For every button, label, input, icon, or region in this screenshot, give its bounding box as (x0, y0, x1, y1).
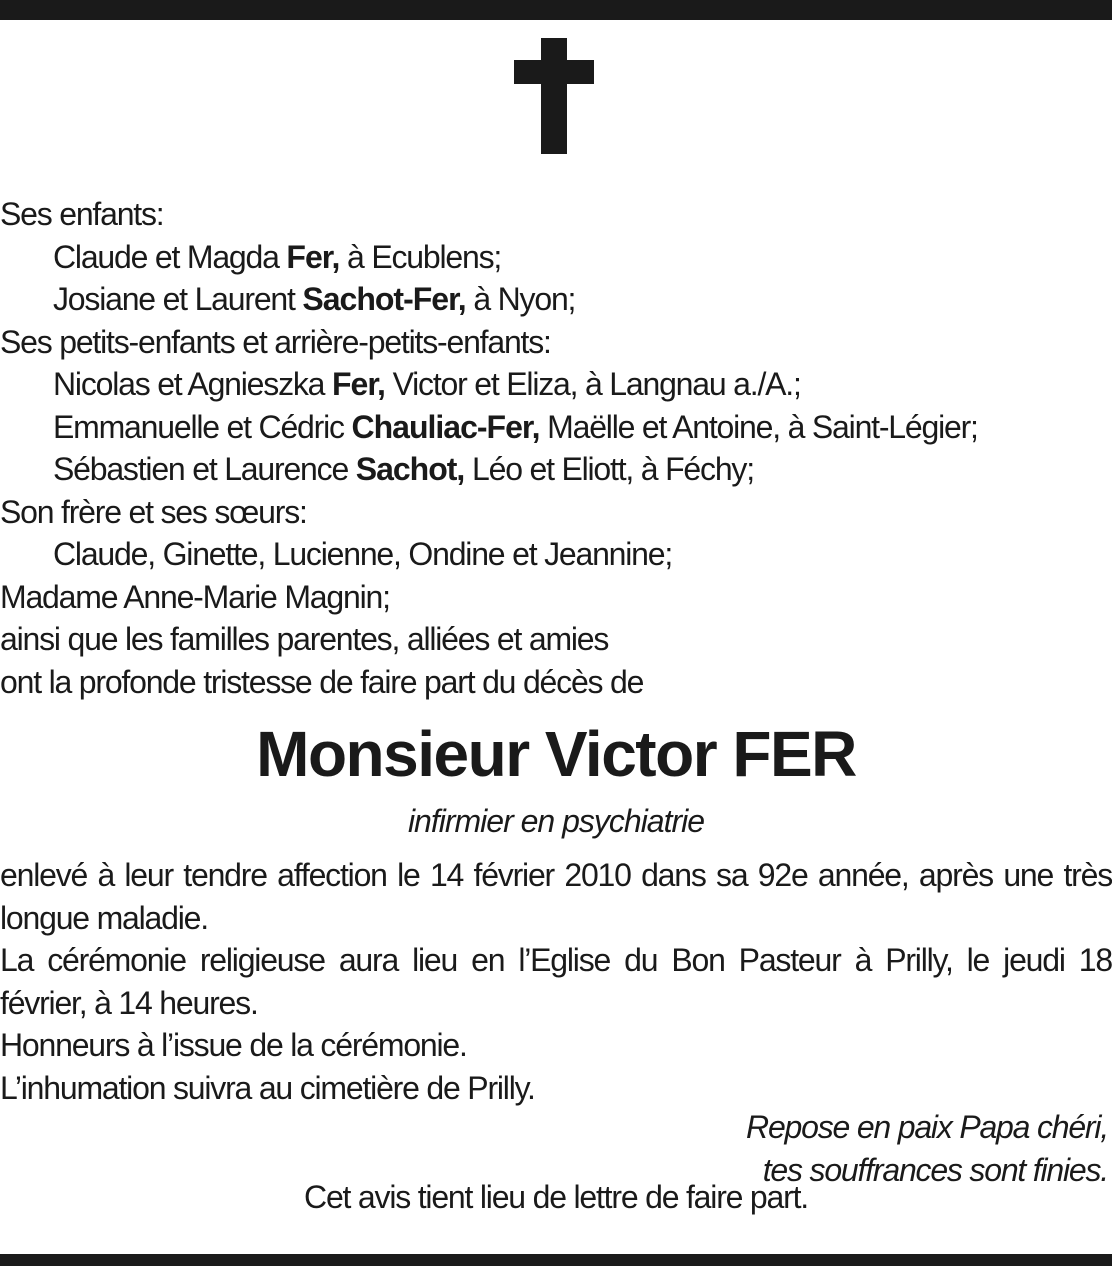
details-paragraph: La cérémonie religieuse aura lieu en l’Eglise du Bon Pasteur à Prilly, le jeudi 18 février, à 14 heures. (0, 942, 1112, 1021)
family-line: Son frère et ses sœurs: (0, 493, 307, 530)
profession: infirmier en psychiatrie (407, 803, 705, 839)
family-line: Sébastien et Laurence Sachot, Léo et Eliott, à Féchy; (53, 451, 754, 487)
details-paragraph: Honneurs à l’issue de la cérémonie. (0, 1027, 467, 1063)
top-rule (0, 0, 1112, 20)
details-paragraph: L’inhumation suivra au cimetière de Prilly. (0, 1069, 535, 1106)
closing-note: Cet avis tient lieu de lettre de faire part. (304, 1179, 808, 1215)
details-paragraph: enlevé à leur tendre affection le 14 février 2010 dans sa 92e année, après une très longue maladie. (0, 857, 1112, 936)
family-list (0, 193, 1112, 703)
family-line: Madame Anne-Marie Magnin; (0, 578, 390, 615)
family-line: Claude et Magda Fer, à Ecublens; (53, 238, 502, 275)
family-line: Josiane et Laurent Sachot-Fer, à Nyon; (53, 281, 576, 317)
family-line: Ses enfants: (0, 196, 164, 232)
family-line: ainsi que les familles parentes, alliées et amies (0, 621, 609, 657)
family-line: Claude, Ginette, Lucienne, Ondine et Jeannine; (53, 536, 673, 572)
cross-icon (514, 38, 594, 154)
deceased-name: Monsieur Victor FER (256, 718, 856, 790)
family-line: Nicolas et Agnieszka Fer, Victor et Eliza, à Langnau a./A.; (53, 366, 801, 402)
family-line: Ses petits-enfants et arrière-petits-enfants: (0, 323, 551, 360)
farewell-line: Repose en paix Papa chéri, (746, 1109, 1108, 1145)
details-block (0, 854, 1112, 1109)
bottom-rule (0, 1254, 1112, 1266)
farewell-line: tes souffrances sont finies. (762, 1151, 1108, 1188)
family-line: Emmanuelle et Cédric Chauliac-Fer, Maëlle et Antoine, à Saint-Légier; (53, 408, 978, 445)
family-line: ont la profonde tristesse de faire part du décès de (0, 663, 644, 700)
